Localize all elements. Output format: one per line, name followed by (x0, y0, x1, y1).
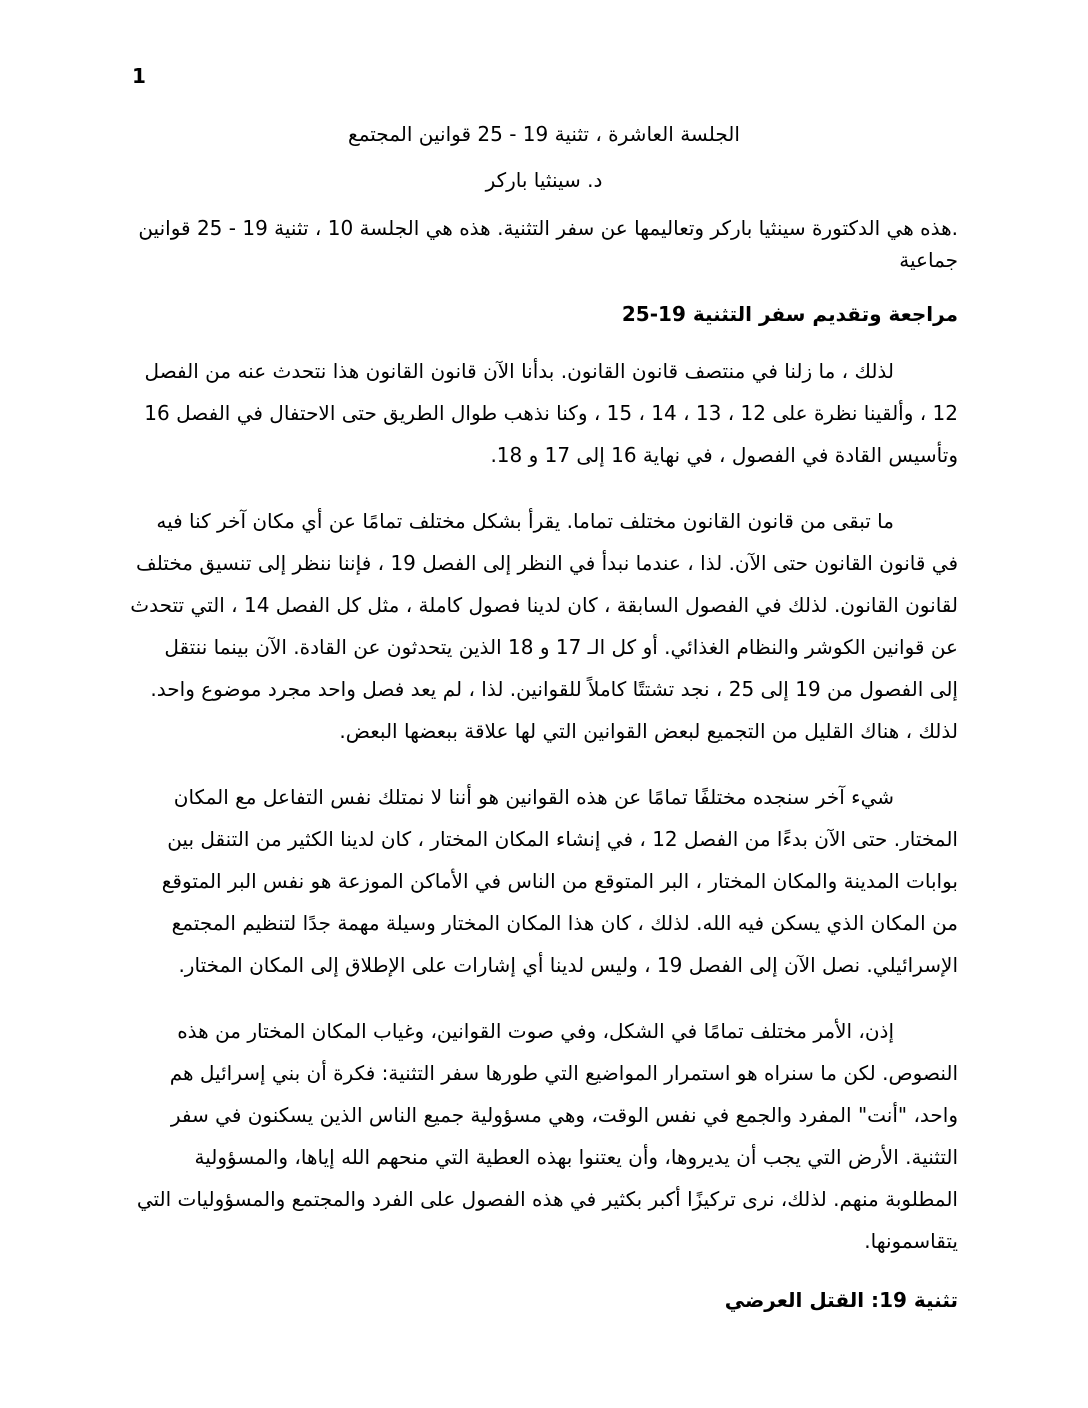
paragraph-2: ما تبقى من قانون القانون مختلف تماما. يقرأ بشكل مختلف تمامًا عن أي مكان آخر كنا فيه في قانون القانون حتى الآن. لذا ، عندما نبدأ في النظر إلى الفصل 19 ، فإننا ننظر إلى تنسيق مختلف لقانون القانون. لذلك في الفصول السابقة ، كان لدينا فصول كاملة ، مثل كل الفصل 14 ، التي تتحدث عن قوانين الكوشر والنظام الغذائي. أو كل الـ 17 و 18 الذين يتحدثون عن القادة. الآن بينما ننتقل إلى الفصول من 19 إلى 25 ، نجد تشتتًا كاملاً للقوانين. لذا ، لم يعد فصل واحد مجرد موضوع واحد. لذلك ، هناك القليل من التجميع لبعض القوانين التي لها علاقة ببعضها البعض. (130, 509, 958, 743)
document-title: الجلسة العاشرة ، تثنية 19 - 25 قوانين المجتمع (348, 122, 740, 146)
intro-paragraph: .هذه هي الدكتورة سينثيا باركر وتعاليمها عن سفر التثنية. هذه هي الجلسة 10 ، تثنية 19 - 25 قوانين جماعية (138, 216, 958, 272)
paragraph-1: لذلك ، ما زلنا في منتصف قانون القانون. بدأنا الآن قانون القانون هذا نتحدث عنه من الفصل 12 ، وألقينا نظرة على 12 ، 13 ، 14 ، 15 ، وكنا نذهب طوال الطريق حتى الاحتفال في الفصل 16 وتأسيس القادة في الفصول ، في نهاية 16 إلى 17 و 18. (144, 359, 958, 467)
page-number: 1 (132, 64, 146, 88)
section-heading-review: مراجعة وتقديم سفر التثنية 19-25 (621, 302, 958, 326)
paragraph-3: شيء آخر سنجده مختلفًا تمامًا عن هذه القوانين هو أننا لا نمتلك نفس التفاعل مع المكان المختار. حتى الآن بدءًا من الفصل 12 ، في إنشاء المكان المختار ، كان لدينا الكثير من التنقل بين بوابات المدينة والمكان المختار ، البر المتوقع من الناس في الأماكن الموزعة هو نفس البر المتوقع من المكان الذي يسكن فيه الله. لذلك ، كان هذا المكان المختار وسيلة مهمة جدًا لتنظيم المجتمع الإسرائيلي. نصل الآن إلى الفصل 19 ، وليس لدينا أي إشارات على الإطلاق إلى المكان المختار. (161, 785, 958, 977)
paragraph-4: إذن، الأمر مختلف تمامًا في الشكل، وفي صوت القوانين، وغياب المكان المختار من هذه النصوص. لكن ما سنراه هو استمرار المواضيع التي طورها سفر التثنية: فكرة أن بني إسرائيل هم واحد، "أنت" المفرد والجمع في نفس الوقت، وهي مسؤولية جميع الناس الذين يسكنون في سفر التثنية. الأرض التي يجب أن يديروها، وأن يعتنوا بهذه العطية التي منحهم الله إياها، والمسؤولية المطلوبة منهم. لذلك، نرى تركيزًا أكبر بكثير في هذه الفصول على الفرد والمجتمع والمسؤوليات التي يتقاسمونها. (136, 1019, 958, 1253)
document-body (130, 118, 958, 1316)
document-author: د. سينثيا باركر (485, 168, 603, 192)
section-heading-deut19: تثنية 19: القتل العرضي (724, 1288, 958, 1312)
